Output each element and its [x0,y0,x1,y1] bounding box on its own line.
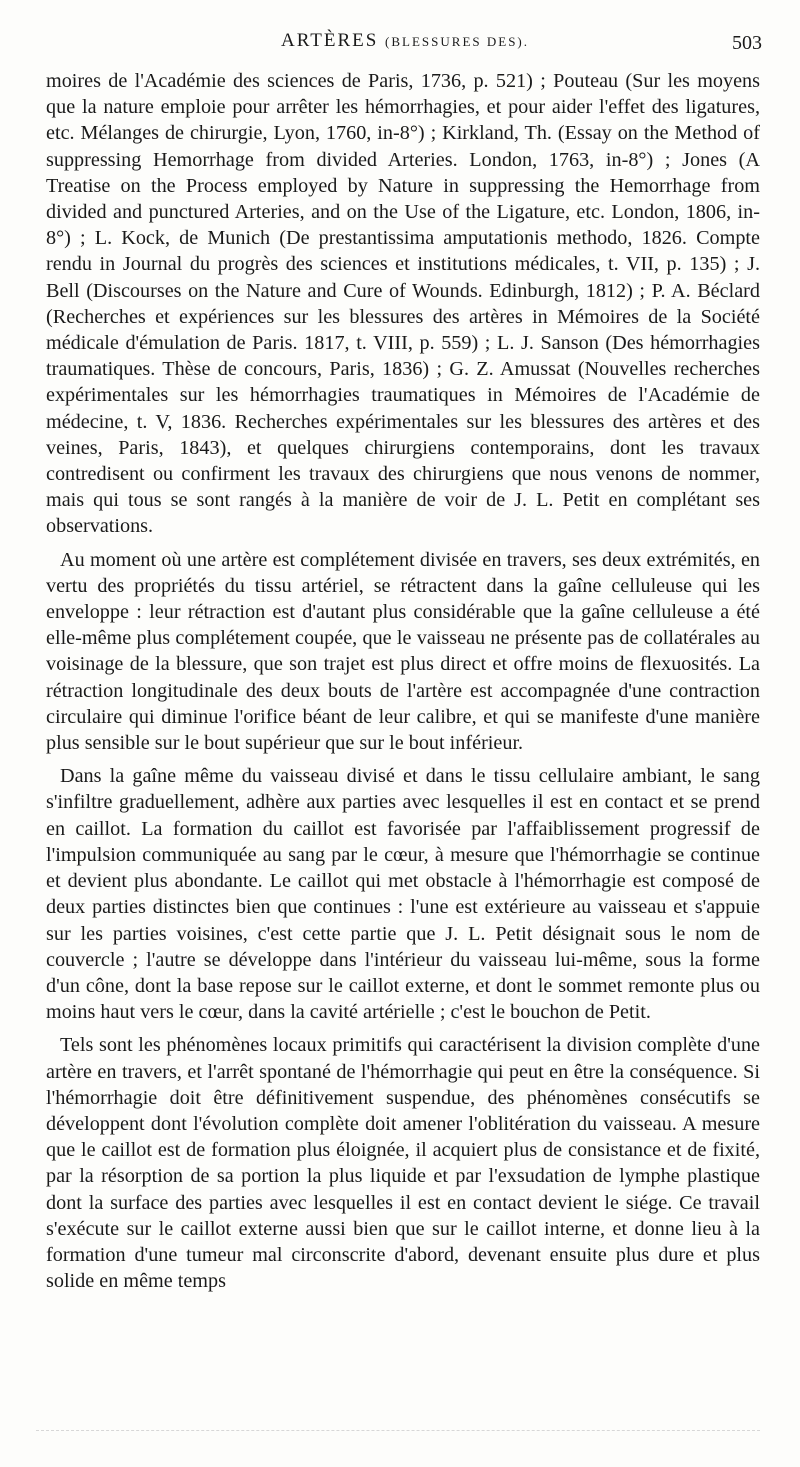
page-number: 503 [732,32,762,54]
footer-rule [36,1430,760,1431]
paragraph-bibliography-continuation: moires de l'Académie des sciences de Paris, 1736, p. 521) ; Pouteau (Sur les moyens que la nature emploie pour arrêter les hémorrhagies, et pour aider l'effet des ligatures, etc. Mélanges de chirurgie, Lyon, 1760, in-8°) ; Kirkland, Th. (Essay on the Method of suppressing Hemorrhage from divided Arteries. London, 1763, in-8°) ; Jones (A Treatise on the Process employed by Nature in suppressing the Hemorrhage from divided and punctured Arteries, and on the Use of the Ligature, etc. London, 1806, in-8°) ; L. Kock, de Munich (De prestantissima amputationis methodo, 1826. Compte rendu in Journal du progrès des sciences et institutions médicales, t. VII, p. 135) ; J. Bell (Discourses on the Nature and Cure of Wounds. Edinburgh, 1812) ; P. A. Béclard (Recherches et expériences sur les blessures des artères in Mémoires de la Société médicale d'émulation de Paris. 1817, t. VIII, p. 559) ; L. J. Sanson (Des hémorrhagies traumatiques. Thèse de concours, Paris, 1836) ; G. Z. Amussat (Nouvelles recherches expérimentales sur les hémorrhagies traumatiques in Mémoires de l'Académie de médecine, t. V, 1836. Recherches expérimentales sur les blessures des artères et des veines, Paris, 1843), et quelques chirurgiens contemporains, dont les travaux contredisent ou confirment les travaux des chirurgiens que nous venons de nommer, mais qui tous se sont rangés à la manière de voir de J. L. Petit en complétant ses observations. [46,70,760,538]
paragraph-clot-formation: Dans la gaîne même du vaisseau divisé et dans le tissu cellulaire ambiant, le sang s'infiltre graduellement, adhère aux parties avec lesquelles il est en contact et se prend en caillot. La formation du caillot est favorisée par l'affaiblissement progressif de l'impulsion communiquée au sang par le cœur, à mesure que l'hémorrhagie se continue et devient plus abondante. Le caillot qui met obstacle à l'hémorrhagie est composé de deux parties distinctes bien que continues : l'une est extérieure au vaisseau et s'appuie sur les parties voisines, c'est cette partie que J. L. Petit désignait sous le nom de couvercle ; l'autre se développe dans l'intérieur du vaisseau lui-même, sous la forme d'un cône, dont la base repose sur le caillot externe, et dont le sommet remonte plus ou moins haut vers le cœur, dans la cavité artérielle ; c'est le bouchon de Petit. [46,765,760,1024]
running-head [46,30,764,52]
body-text [46,68,760,1294]
paragraph-local-phenomena: Tels sont les phénomènes locaux primitifs qui caractérisent la division complète d'une artère en travers, et l'arrêt spontané de l'hémorrhagie qui peut en être la conséquence. Si l'hémorrhagie doit être définitivement suspendue, des phénomènes consécutifs se développent dont l'évolution complète doit amener l'oblitération du vaisseau. A mesure que le caillot est de formation plus éloignée, il acquiert plus de consistance et de fixité, par la résorption de sa portion la plus liquide et par l'exsudation de lymphe plastique dont la surface des parties avec lesquelles il est en contact devient le siége. Ce travail s'exécute sur le caillot externe aussi bien que sur le caillot interne, et donne lieu à la formation d'une tumeur mal circonscrite d'abord, devenant ensuite plus dure et plus solide en même temps [46,1034,760,1293]
running-head-title: ARTÈRES [280,30,379,51]
paragraph-artery-division: Au moment où une artère est complétement divisée en travers, ses deux extrémités, en vertu des propriétés du tissu artériel, se rétractent dans la gaîne celluleuse qui les enveloppe : leur rétraction est d'autant plus considérable que la gaîne celluleuse a été elle-même plus complétement coupée, que le vaisseau ne présente pas de collatérales au voisinage de la blessure, que son trajet est plus direct et offre moins de flexuosités. La rétraction longitudinale des deux bouts de l'artère est accompagnée d'une contraction circulaire qui diminue l'orifice béant de leur calibre, et qui se manifeste d'une manière plus sensible sur le bout supérieur que sur le bout inférieur. [46,548,760,755]
page-header [46,30,764,58]
running-head-subtitle: (BLESSURES DES). [385,34,530,49]
